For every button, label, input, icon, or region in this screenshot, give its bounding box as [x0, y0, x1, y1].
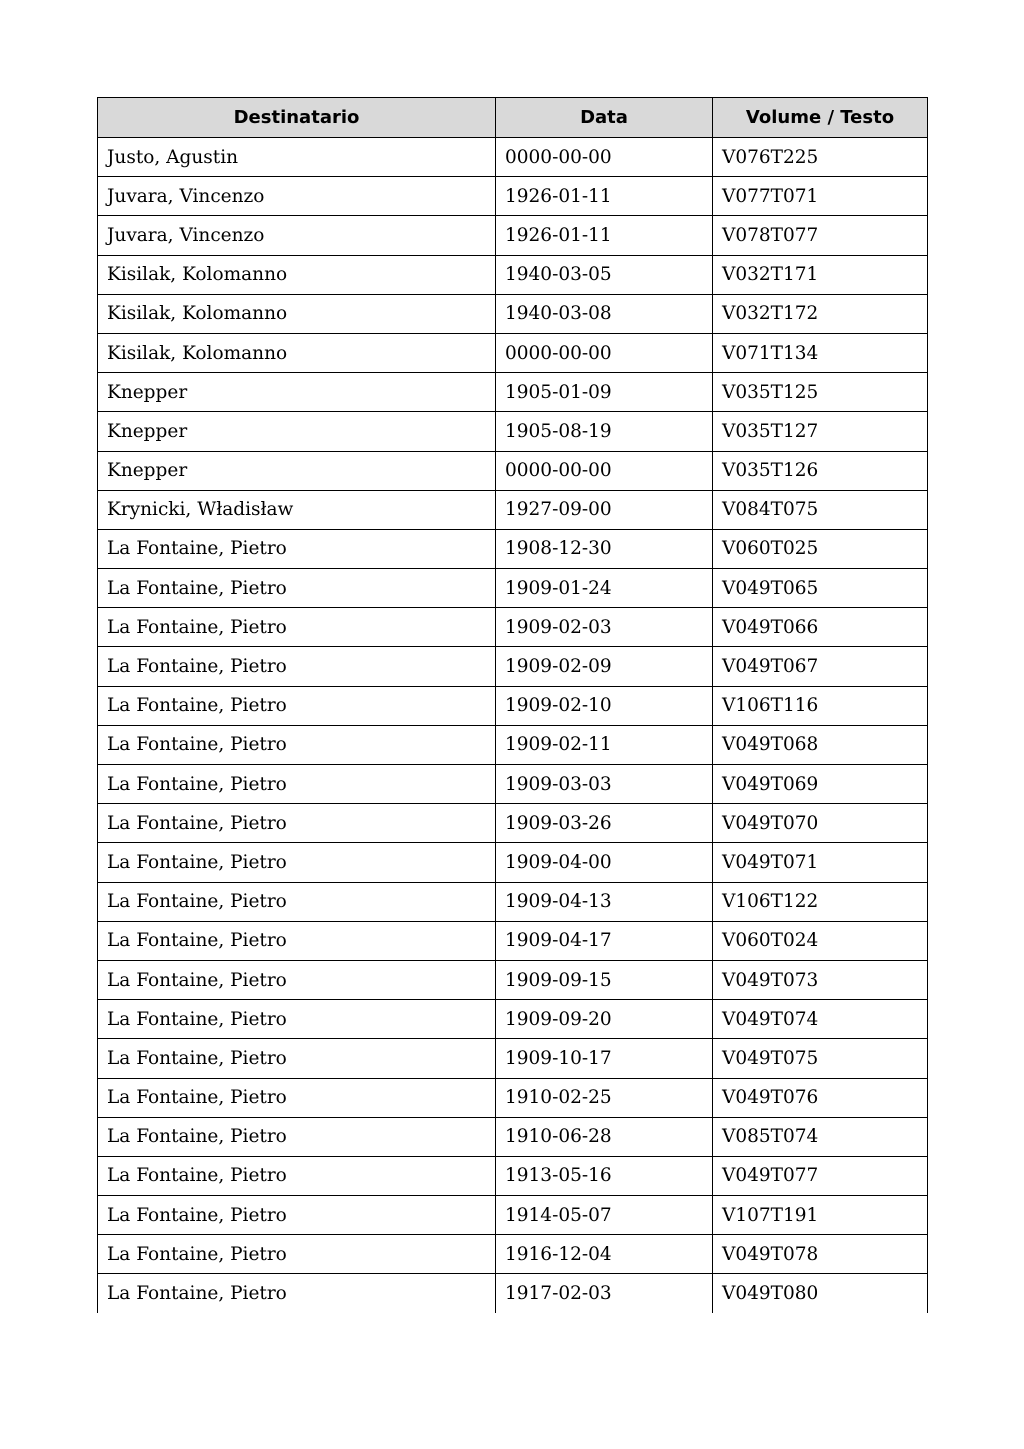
- table-row: [98, 725, 928, 764]
- cell-volume-testo: V106T122: [713, 882, 928, 921]
- cell-volume-testo: V085T074: [713, 1117, 928, 1156]
- table-row: [98, 490, 928, 529]
- cell-data: 1909-02-09: [496, 647, 713, 686]
- cell-volume-testo: V049T073: [713, 960, 928, 999]
- table-row: [98, 1000, 928, 1039]
- table-row: [98, 1274, 928, 1313]
- cell-data: 1905-01-09: [496, 373, 713, 412]
- cell-destinatario: La Fontaine, Pietro: [98, 882, 496, 921]
- cell-destinatario: La Fontaine, Pietro: [98, 1000, 496, 1039]
- cell-data: 1908-12-30: [496, 529, 713, 568]
- header-row: [98, 98, 928, 138]
- table-row: [98, 921, 928, 960]
- cell-data: 1909-09-20: [496, 1000, 713, 1039]
- cell-destinatario: La Fontaine, Pietro: [98, 1117, 496, 1156]
- cell-destinatario: La Fontaine, Pietro: [98, 647, 496, 686]
- cell-destinatario: Justo, Agustin: [98, 138, 496, 177]
- cell-data: 1909-03-03: [496, 765, 713, 804]
- table-row: [98, 138, 928, 177]
- table-row: [98, 647, 928, 686]
- cell-destinatario: La Fontaine, Pietro: [98, 804, 496, 843]
- cell-volume-testo: V049T080: [713, 1274, 928, 1313]
- cell-volume-testo: V035T127: [713, 412, 928, 451]
- cell-destinatario: La Fontaine, Pietro: [98, 725, 496, 764]
- cell-destinatario: La Fontaine, Pietro: [98, 843, 496, 882]
- cell-destinatario: La Fontaine, Pietro: [98, 1078, 496, 1117]
- cell-destinatario: La Fontaine, Pietro: [98, 1274, 496, 1313]
- header-data: Data: [496, 98, 713, 138]
- cell-destinatario: La Fontaine, Pietro: [98, 569, 496, 608]
- cell-destinatario: Kisilak, Kolomanno: [98, 294, 496, 333]
- cell-volume-testo: V107T191: [713, 1196, 928, 1235]
- cell-volume-testo: V060T025: [713, 529, 928, 568]
- cell-volume-testo: V076T225: [713, 138, 928, 177]
- table-row: [98, 882, 928, 921]
- header-destinatario: Destinatario: [98, 98, 496, 138]
- cell-destinatario: Juvara, Vincenzo: [98, 177, 496, 216]
- cell-volume-testo: V078T077: [713, 216, 928, 255]
- cell-destinatario: Knepper: [98, 373, 496, 412]
- cell-destinatario: La Fontaine, Pietro: [98, 765, 496, 804]
- table-row: [98, 333, 928, 372]
- cell-data: 1916-12-04: [496, 1235, 713, 1274]
- table-row: [98, 843, 928, 882]
- table-body: [98, 138, 928, 1313]
- cell-data: 1917-02-03: [496, 1274, 713, 1313]
- table-row: [98, 1117, 928, 1156]
- cell-volume-testo: V035T125: [713, 373, 928, 412]
- table-row: [98, 608, 928, 647]
- cell-destinatario: Kisilak, Kolomanno: [98, 333, 496, 372]
- cell-volume-testo: V035T126: [713, 451, 928, 490]
- cell-volume-testo: V106T116: [713, 686, 928, 725]
- cell-volume-testo: V032T171: [713, 255, 928, 294]
- table-row: [98, 1235, 928, 1274]
- cell-destinatario: Knepper: [98, 412, 496, 451]
- cell-volume-testo: V049T075: [713, 1039, 928, 1078]
- cell-data: 1940-03-08: [496, 294, 713, 333]
- cell-data: 1909-03-26: [496, 804, 713, 843]
- cell-destinatario: La Fontaine, Pietro: [98, 1196, 496, 1235]
- table-row: [98, 804, 928, 843]
- cell-destinatario: La Fontaine, Pietro: [98, 686, 496, 725]
- table-row: [98, 294, 928, 333]
- cell-volume-testo: V084T075: [713, 490, 928, 529]
- cell-data: 0000-00-00: [496, 138, 713, 177]
- cell-data: 0000-00-00: [496, 333, 713, 372]
- cell-volume-testo: V049T071: [713, 843, 928, 882]
- cell-destinatario: La Fontaine, Pietro: [98, 1039, 496, 1078]
- cell-volume-testo: V049T065: [713, 569, 928, 608]
- table-row: [98, 686, 928, 725]
- cell-data: 1910-02-25: [496, 1078, 713, 1117]
- table-row: [98, 960, 928, 999]
- cell-destinatario: La Fontaine, Pietro: [98, 1235, 496, 1274]
- cell-data: 1905-08-19: [496, 412, 713, 451]
- table-row: [98, 216, 928, 255]
- table-row: [98, 1196, 928, 1235]
- cell-destinatario: Juvara, Vincenzo: [98, 216, 496, 255]
- cell-destinatario: La Fontaine, Pietro: [98, 921, 496, 960]
- cell-destinatario: La Fontaine, Pietro: [98, 608, 496, 647]
- table-row: [98, 569, 928, 608]
- cell-data: 0000-00-00: [496, 451, 713, 490]
- header-volume-testo: Volume / Testo: [713, 98, 928, 138]
- cell-volume-testo: V049T076: [713, 1078, 928, 1117]
- cell-data: 1909-04-00: [496, 843, 713, 882]
- cell-destinatario: Krynicki, Władisław: [98, 490, 496, 529]
- cell-data: 1909-10-17: [496, 1039, 713, 1078]
- cell-destinatario: La Fontaine, Pietro: [98, 1156, 496, 1195]
- cell-volume-testo: V071T134: [713, 333, 928, 372]
- table-row: [98, 765, 928, 804]
- cell-volume-testo: V049T069: [713, 765, 928, 804]
- cell-data: 1914-05-07: [496, 1196, 713, 1235]
- cell-volume-testo: V049T077: [713, 1156, 928, 1195]
- table-row: [98, 529, 928, 568]
- cell-volume-testo: V049T070: [713, 804, 928, 843]
- table-row: [98, 255, 928, 294]
- cell-volume-testo: V049T066: [713, 608, 928, 647]
- table-row: [98, 373, 928, 412]
- cell-volume-testo: V049T068: [713, 725, 928, 764]
- cell-volume-testo: V049T078: [713, 1235, 928, 1274]
- cell-data: 1909-02-03: [496, 608, 713, 647]
- cell-data: 1909-02-11: [496, 725, 713, 764]
- cell-data: 1940-03-05: [496, 255, 713, 294]
- cell-data: 1910-06-28: [496, 1117, 713, 1156]
- cell-volume-testo: V077T071: [713, 177, 928, 216]
- cell-destinatario: Kisilak, Kolomanno: [98, 255, 496, 294]
- cell-data: 1913-05-16: [496, 1156, 713, 1195]
- table-row: [98, 412, 928, 451]
- table-row: [98, 451, 928, 490]
- table-row: [98, 177, 928, 216]
- table-header: [98, 98, 928, 138]
- cell-volume-testo: V032T172: [713, 294, 928, 333]
- cell-destinatario: La Fontaine, Pietro: [98, 960, 496, 999]
- correspondence-table: [97, 97, 928, 1313]
- cell-data: 1926-01-11: [496, 216, 713, 255]
- cell-data: 1909-02-10: [496, 686, 713, 725]
- cell-data: 1926-01-11: [496, 177, 713, 216]
- cell-data: 1909-04-17: [496, 921, 713, 960]
- cell-destinatario: Knepper: [98, 451, 496, 490]
- cell-volume-testo: V049T067: [713, 647, 928, 686]
- table-row: [98, 1078, 928, 1117]
- cell-data: 1909-01-24: [496, 569, 713, 608]
- table-row: [98, 1039, 928, 1078]
- cell-data: 1909-09-15: [496, 960, 713, 999]
- cell-volume-testo: V060T024: [713, 921, 928, 960]
- cell-destinatario: La Fontaine, Pietro: [98, 529, 496, 568]
- cell-data: 1927-09-00: [496, 490, 713, 529]
- cell-data: 1909-04-13: [496, 882, 713, 921]
- cell-volume-testo: V049T074: [713, 1000, 928, 1039]
- table-row: [98, 1156, 928, 1195]
